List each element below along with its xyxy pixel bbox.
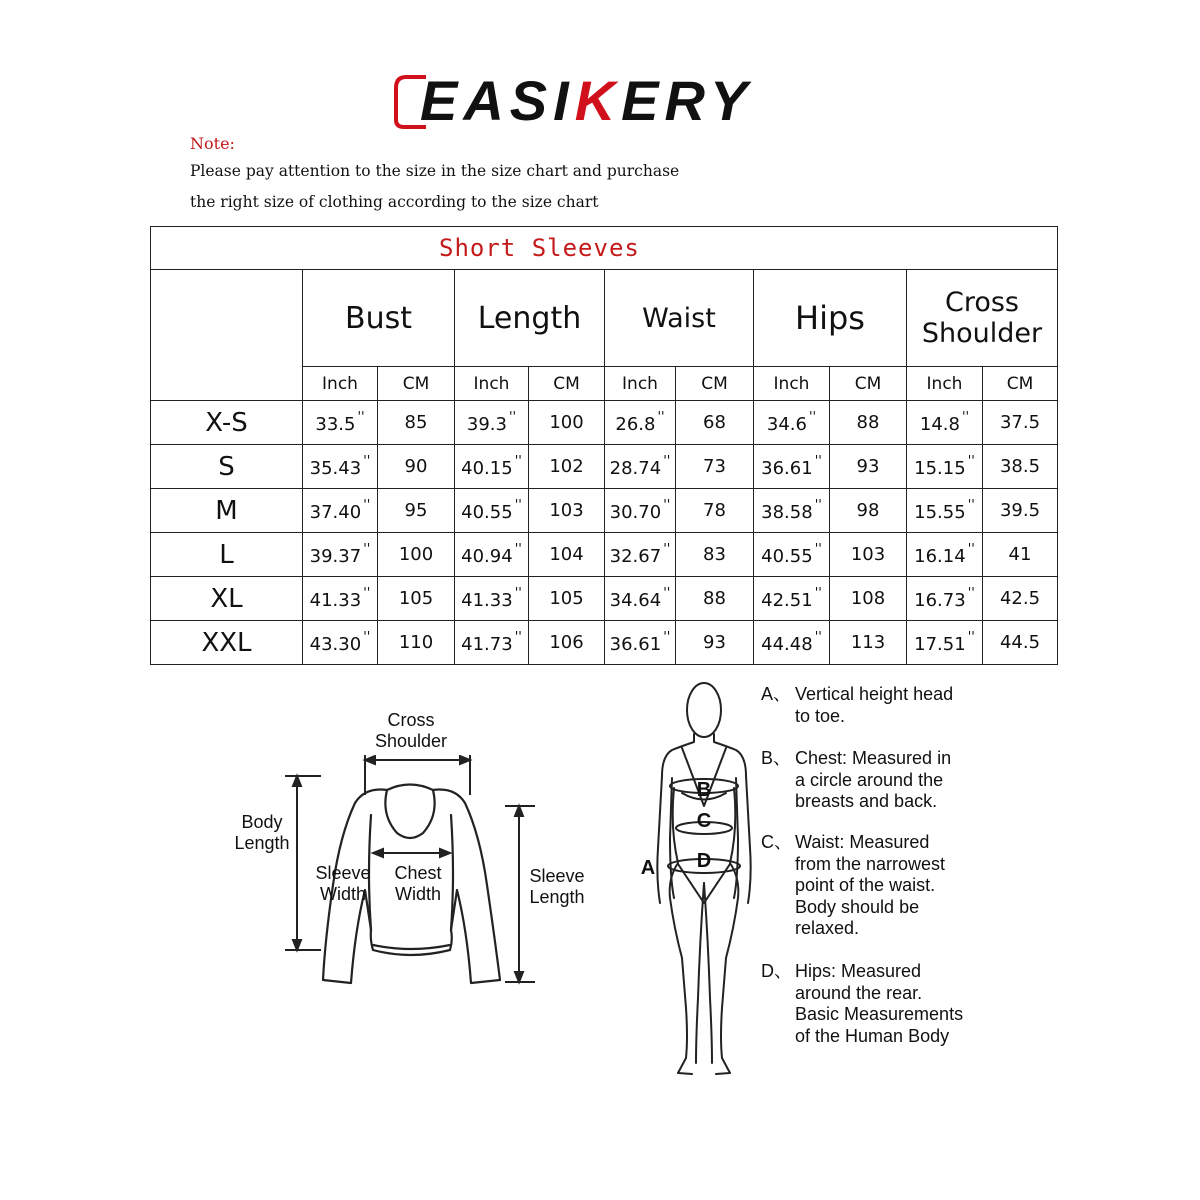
description-line: from the narrowest	[795, 853, 946, 874]
cell-value: 103	[549, 500, 584, 521]
cell-shoulder-cm	[983, 621, 1058, 665]
cell-value: 41.33	[461, 590, 513, 611]
cell-length-cm	[529, 533, 605, 577]
description-line: around the rear.	[795, 982, 923, 1003]
size-rows	[151, 401, 1058, 665]
description-item	[761, 684, 954, 727]
cross-shoulder-label	[372, 710, 450, 752]
logo-text: EASIKERY	[420, 69, 754, 132]
cell-value: 90	[404, 456, 428, 477]
cell-value: 85	[404, 412, 428, 433]
cell-waist-in	[605, 401, 676, 445]
cell-value: 40.55	[461, 502, 513, 523]
cell-value: 93	[856, 456, 880, 477]
cell-value: 105	[398, 588, 434, 609]
cell-waist-cm	[676, 489, 754, 533]
description-item	[761, 748, 952, 813]
cell-shoulder-in	[907, 621, 983, 665]
cell-hips-in	[754, 489, 830, 533]
table-row	[151, 445, 1058, 489]
cell-shoulder-in	[907, 401, 983, 445]
cell-value: 105	[549, 588, 584, 609]
cell-value: 43.30	[309, 634, 362, 655]
inch-mark: ''	[663, 454, 671, 469]
description-line: Body should be	[795, 896, 920, 917]
cell-bust-in	[303, 621, 378, 665]
cell-value: 30.70	[609, 502, 662, 523]
cell-value: 88	[856, 412, 880, 433]
cell-waist-cm	[676, 445, 754, 489]
cell-value: 44.48	[761, 634, 813, 655]
cell-length-cm	[529, 489, 605, 533]
cell-shoulder-cm	[983, 401, 1058, 445]
table-row	[151, 533, 1058, 577]
cell-value: 88	[703, 588, 726, 609]
cell-bust-in	[303, 489, 378, 533]
cell-hips-cm	[830, 445, 907, 489]
cell-bust-in	[303, 445, 378, 489]
inch-mark: ''	[363, 542, 371, 557]
inch-mark: ''	[814, 542, 822, 557]
cell-value: 42.5	[999, 588, 1041, 609]
cell-value: 113	[850, 632, 886, 653]
cell-shoulder-in	[907, 489, 983, 533]
cross-shoulder-label-1: Cross	[387, 710, 435, 730]
header-cross-shoulder-line1: Cross	[944, 287, 1019, 318]
inch-mark: ''	[363, 498, 371, 513]
body-length-label	[226, 812, 298, 854]
cell-waist-in	[605, 489, 676, 533]
cross-shoulder-label-2: Shoulder	[374, 731, 448, 751]
unit-inch: Inch	[455, 367, 529, 401]
cell-value: 39.3	[466, 414, 507, 435]
figure-label-a: A	[640, 857, 656, 879]
header-cross-shoulder-line2: Shoulder	[921, 318, 1043, 349]
cell-length-in	[455, 401, 529, 445]
cell-value: 42.51	[761, 590, 813, 611]
cell-shoulder-in	[907, 577, 983, 621]
cell-value: 36.61	[609, 634, 662, 655]
cell-value: 15.55	[914, 502, 966, 523]
size-label: M	[151, 489, 303, 533]
unit-cm: CM	[830, 367, 907, 401]
figure-label-d: D	[696, 850, 712, 872]
description-line: of the Human Body	[795, 1025, 950, 1046]
cell-bust-in	[303, 401, 378, 445]
sleeve-length-label	[522, 866, 592, 908]
inch-mark: ''	[663, 542, 671, 557]
note-line-2: the right size of clothing according to the size chart	[190, 193, 599, 211]
cell-value: 110	[398, 632, 434, 653]
cell-waist-in	[605, 577, 676, 621]
unit-inch: Inch	[754, 367, 830, 401]
cell-value: 104	[549, 544, 584, 565]
description-line: Vertical height head	[795, 684, 954, 704]
inch-mark: ''	[363, 630, 371, 645]
description-key: D、	[761, 961, 792, 981]
cell-value: 68	[703, 412, 726, 433]
cell-length-in	[455, 577, 529, 621]
cell-shoulder-cm	[983, 533, 1058, 577]
description-line: point of the waist.	[795, 875, 936, 895]
inch-mark: ''	[363, 454, 371, 469]
inch-mark: ''	[808, 410, 817, 425]
inch-mark: ''	[363, 586, 371, 601]
cell-value: 16.14	[914, 546, 966, 567]
inch-mark: ''	[967, 454, 975, 469]
cell-waist-cm	[676, 533, 754, 577]
description-item	[761, 961, 964, 1047]
unit-inch: Inch	[605, 367, 676, 401]
description-line: Chest: Measured in	[795, 748, 952, 768]
cell-value: 100	[398, 544, 434, 565]
cell-value: 26.8	[615, 414, 656, 435]
chest-width-label-2: Width	[394, 884, 441, 904]
cell-shoulder-in	[907, 445, 983, 489]
cell-hips-cm	[830, 577, 907, 621]
inch-mark: ''	[657, 410, 665, 425]
cell-hips-cm	[830, 533, 907, 577]
chest-width-label-1: Chest	[394, 863, 442, 883]
cell-value: 40.94	[461, 546, 513, 567]
cell-value: 16.73	[914, 590, 966, 611]
inch-mark: ''	[357, 410, 365, 425]
inch-mark: ''	[814, 586, 822, 601]
description-line: Basic Measurements	[795, 1004, 964, 1024]
description-key: A、	[761, 684, 792, 704]
header-hips: Hips	[754, 270, 907, 367]
cell-hips-in	[754, 621, 830, 665]
body-length-label-1: Body	[241, 812, 283, 832]
inch-mark: ''	[967, 498, 975, 513]
size-chart-table	[150, 226, 1058, 665]
cell-length-in	[455, 533, 529, 577]
cell-value: 37.5	[999, 412, 1041, 433]
cell-value: 44.5	[999, 632, 1041, 653]
description-line: breasts and back.	[795, 791, 938, 811]
inch-mark: ''	[814, 498, 822, 513]
cell-waist-cm	[676, 401, 754, 445]
description-key: C、	[761, 832, 792, 852]
sleeve-length-label-2: Length	[529, 887, 585, 907]
cell-bust-in	[303, 533, 378, 577]
inch-mark: ''	[967, 630, 975, 645]
cell-value: 38.58	[761, 502, 813, 523]
cell-hips-in	[754, 445, 830, 489]
inch-mark: ''	[514, 542, 522, 557]
cell-value: 41.73	[461, 634, 513, 655]
unit-inch: Inch	[303, 367, 378, 401]
body-length-label-2: Length	[234, 833, 290, 853]
unit-cm: CM	[529, 367, 605, 401]
cell-waist-in	[605, 533, 676, 577]
cell-length-in	[455, 621, 529, 665]
cell-value: 38.5	[999, 456, 1041, 477]
inch-mark: ''	[961, 410, 970, 425]
inch-mark: ''	[967, 586, 975, 601]
cell-value: 28.74	[609, 458, 662, 479]
inch-mark: ''	[814, 630, 822, 645]
cell-bust-cm	[378, 401, 455, 445]
cell-value: 39.37	[309, 546, 362, 567]
cell-bust-cm	[378, 489, 455, 533]
unit-cm: CM	[676, 367, 754, 401]
description-line: Hips: Measured	[795, 961, 922, 981]
cell-value: 73	[703, 456, 726, 477]
cell-value: 37.40	[309, 502, 362, 523]
description-item	[761, 832, 946, 940]
cell-shoulder-cm	[983, 577, 1058, 621]
cell-value: 100	[549, 412, 584, 433]
unit-cm: CM	[983, 367, 1058, 401]
header-length: Length	[455, 270, 605, 367]
cell-bust-cm	[378, 445, 455, 489]
inch-mark: ''	[514, 498, 522, 513]
inch-mark: ''	[514, 586, 522, 601]
cell-value: 15.15	[914, 458, 966, 479]
table-row	[151, 489, 1058, 533]
note-line-1: Please pay attention to the size in the size chart and purchase	[190, 162, 680, 180]
cell-value: 41.33	[309, 590, 362, 611]
cell-value: 32.67	[609, 546, 662, 567]
chest-width-label	[382, 863, 454, 905]
cell-value: 95	[404, 500, 428, 521]
inch-mark: ''	[514, 454, 522, 469]
cell-hips-in	[754, 533, 830, 577]
table-row	[151, 621, 1058, 665]
cell-value: 98	[856, 500, 880, 521]
cell-shoulder-in	[907, 533, 983, 577]
inch-mark: ''	[814, 454, 822, 469]
cell-value: 14.8	[919, 414, 960, 435]
cell-waist-cm	[676, 577, 754, 621]
description-line: a circle around the	[795, 769, 944, 790]
description-key: B、	[761, 748, 792, 768]
cell-value: 93	[703, 632, 726, 653]
cell-waist-in	[605, 445, 676, 489]
cell-value: 40.55	[761, 546, 813, 567]
cell-waist-in	[605, 621, 676, 665]
description-line: Waist: Measured	[795, 832, 930, 852]
cell-length-cm	[529, 621, 605, 665]
size-label: L	[151, 533, 303, 577]
sleeve-width-label-1: Sleeve	[315, 863, 371, 883]
size-label: XXL	[151, 621, 303, 665]
inch-mark: ''	[663, 630, 671, 645]
cell-value: 106	[549, 632, 584, 653]
cell-value: 33.5	[315, 414, 356, 435]
cell-bust-cm	[378, 621, 455, 665]
cell-value: 34.64	[609, 590, 662, 611]
cell-value: 17.51	[914, 634, 966, 655]
header-waist: Waist	[605, 270, 754, 367]
header-cross-shoulder	[907, 270, 1058, 367]
cell-bust-in	[303, 577, 378, 621]
description-line: relaxed.	[795, 918, 860, 938]
inch-mark: ''	[514, 630, 522, 645]
cell-shoulder-cm	[983, 445, 1058, 489]
cell-length-in	[455, 445, 529, 489]
cell-value: 34.6	[766, 414, 807, 435]
cell-hips-cm	[830, 401, 907, 445]
cell-hips-cm	[830, 621, 907, 665]
cell-value: 78	[703, 500, 726, 521]
cell-hips-in	[754, 577, 830, 621]
inch-mark: ''	[508, 410, 517, 425]
figure-label-c: C	[696, 810, 712, 832]
cell-value: 41	[1008, 544, 1032, 565]
size-label: S	[151, 445, 303, 489]
cell-value: 83	[703, 544, 726, 565]
sleeve-width-label	[308, 863, 378, 905]
inch-mark: ''	[663, 498, 671, 513]
table-title: Short Sleeves	[151, 227, 1058, 270]
cell-shoulder-cm	[983, 489, 1058, 533]
unit-cm: CM	[378, 367, 455, 401]
sleeve-width-label-2: Width	[319, 884, 366, 904]
cell-bust-cm	[378, 577, 455, 621]
human-body-figure-icon	[652, 678, 762, 1083]
cell-value: 102	[549, 456, 584, 477]
table-row	[151, 577, 1058, 621]
note-title: Note:	[190, 134, 235, 153]
size-label: X-S	[151, 401, 303, 445]
cell-value: 108	[850, 588, 886, 609]
cell-value: 35.43	[309, 458, 362, 479]
cell-length-in	[455, 489, 529, 533]
cell-length-cm	[529, 577, 605, 621]
cell-hips-in	[754, 401, 830, 445]
cell-length-cm	[529, 445, 605, 489]
inch-mark: ''	[663, 586, 671, 601]
cell-waist-cm	[676, 621, 754, 665]
header-bust: Bust	[303, 270, 455, 367]
table-row	[151, 401, 1058, 445]
unit-inch: Inch	[907, 367, 983, 401]
figure-label-b: B	[696, 779, 712, 801]
cell-value: 39.5	[999, 500, 1041, 521]
description-line: to toe.	[795, 705, 846, 726]
size-label: XL	[151, 577, 303, 621]
size-header-blank	[151, 270, 303, 401]
cell-length-cm	[529, 401, 605, 445]
inch-mark: ''	[967, 542, 975, 557]
cell-value: 103	[850, 544, 886, 565]
brand-logo	[392, 70, 762, 132]
cell-value: 40.15	[461, 458, 513, 479]
cell-bust-cm	[378, 533, 455, 577]
cell-hips-cm	[830, 489, 907, 533]
cell-value: 36.61	[761, 458, 813, 479]
sleeve-length-label-1: Sleeve	[529, 866, 585, 886]
